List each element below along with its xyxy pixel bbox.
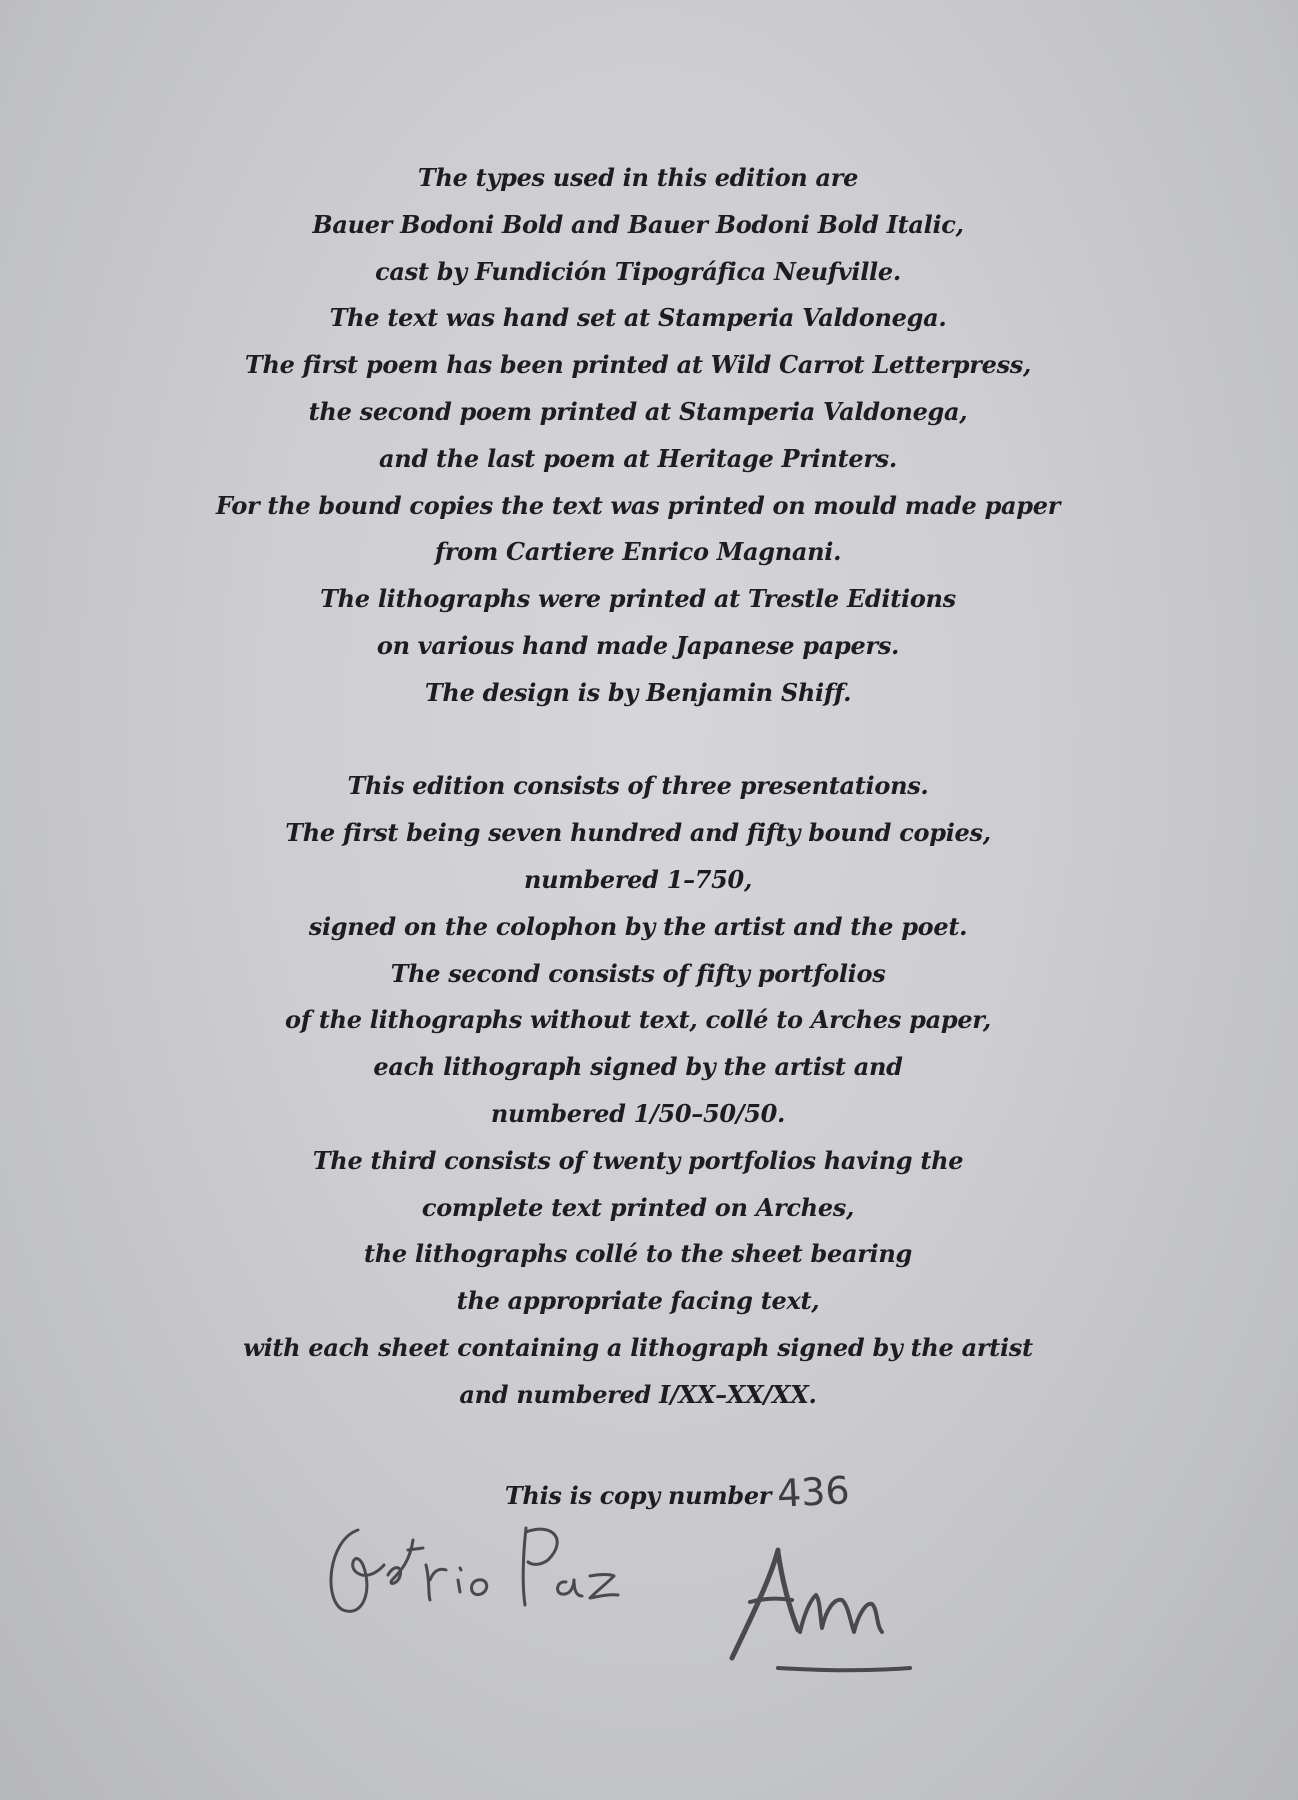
text-line: the appropriate facing text, xyxy=(456,1286,820,1316)
text-line: complete text printed on Arches, xyxy=(421,1192,855,1222)
colophon-text xyxy=(0,155,1276,1419)
text-line: The design is by Benjamin Shiff. xyxy=(424,677,852,707)
text-line: The text was hand set at Stamperia Valdonega. xyxy=(329,303,947,333)
text-line: the second poem printed at Stamperia Valdonega, xyxy=(308,396,968,426)
text-line: The first poem has been printed at Wild Carrot Letterpress, xyxy=(244,350,1032,380)
text-line: and the last poem at Heritage Printers. xyxy=(379,443,897,473)
text-line: with each sheet containing a lithograph signed by the artist xyxy=(243,1332,1033,1362)
text-line: numbered 1/50–50/50. xyxy=(490,1098,786,1128)
text-line: each lithograph signed by the artist and xyxy=(373,1052,903,1082)
copy-number-label: This is copy number xyxy=(504,1481,772,1510)
text-line: signed on the colophon by the artist and the poet. xyxy=(308,911,968,941)
text-line: the lithographs collé to the sheet bearing xyxy=(363,1239,913,1269)
poet-signature xyxy=(318,1510,668,1630)
text-line: on various hand made Japanese papers. xyxy=(376,630,900,660)
text-line: of the lithographs without text, collé to Arches paper, xyxy=(285,1005,991,1035)
text-line: The second consists of fifty portfolios xyxy=(390,958,886,988)
text-line: Bauer Bodoni Bold and Bauer Bodoni Bold Italic, xyxy=(312,209,964,239)
artist-signature xyxy=(720,1540,920,1680)
text-line: This edition consists of three presentations. xyxy=(347,771,929,801)
text-line: The types used in this edition are xyxy=(417,163,859,192)
text-line: from Cartiere Enrico Magnani. xyxy=(434,537,842,567)
text-line: The first being seven hundred and fifty bound copies, xyxy=(285,818,991,848)
copy-number-handwritten: 436 xyxy=(775,1468,851,1516)
text-line: cast by Fundición Tipográfica Neufville. xyxy=(375,256,901,286)
text-line: numbered 1–750, xyxy=(523,864,753,894)
printing-details xyxy=(0,155,1276,717)
text-line: The third consists of twenty portfolios having the xyxy=(312,1145,964,1175)
text-line: The lithographs were printed at Trestle Editions xyxy=(320,584,956,614)
text-line: and numbered I/XX–XX/XX. xyxy=(459,1379,817,1409)
text-line: For the bound copies the text was printed on mould made paper xyxy=(215,490,1061,520)
edition-details xyxy=(0,763,1276,1418)
